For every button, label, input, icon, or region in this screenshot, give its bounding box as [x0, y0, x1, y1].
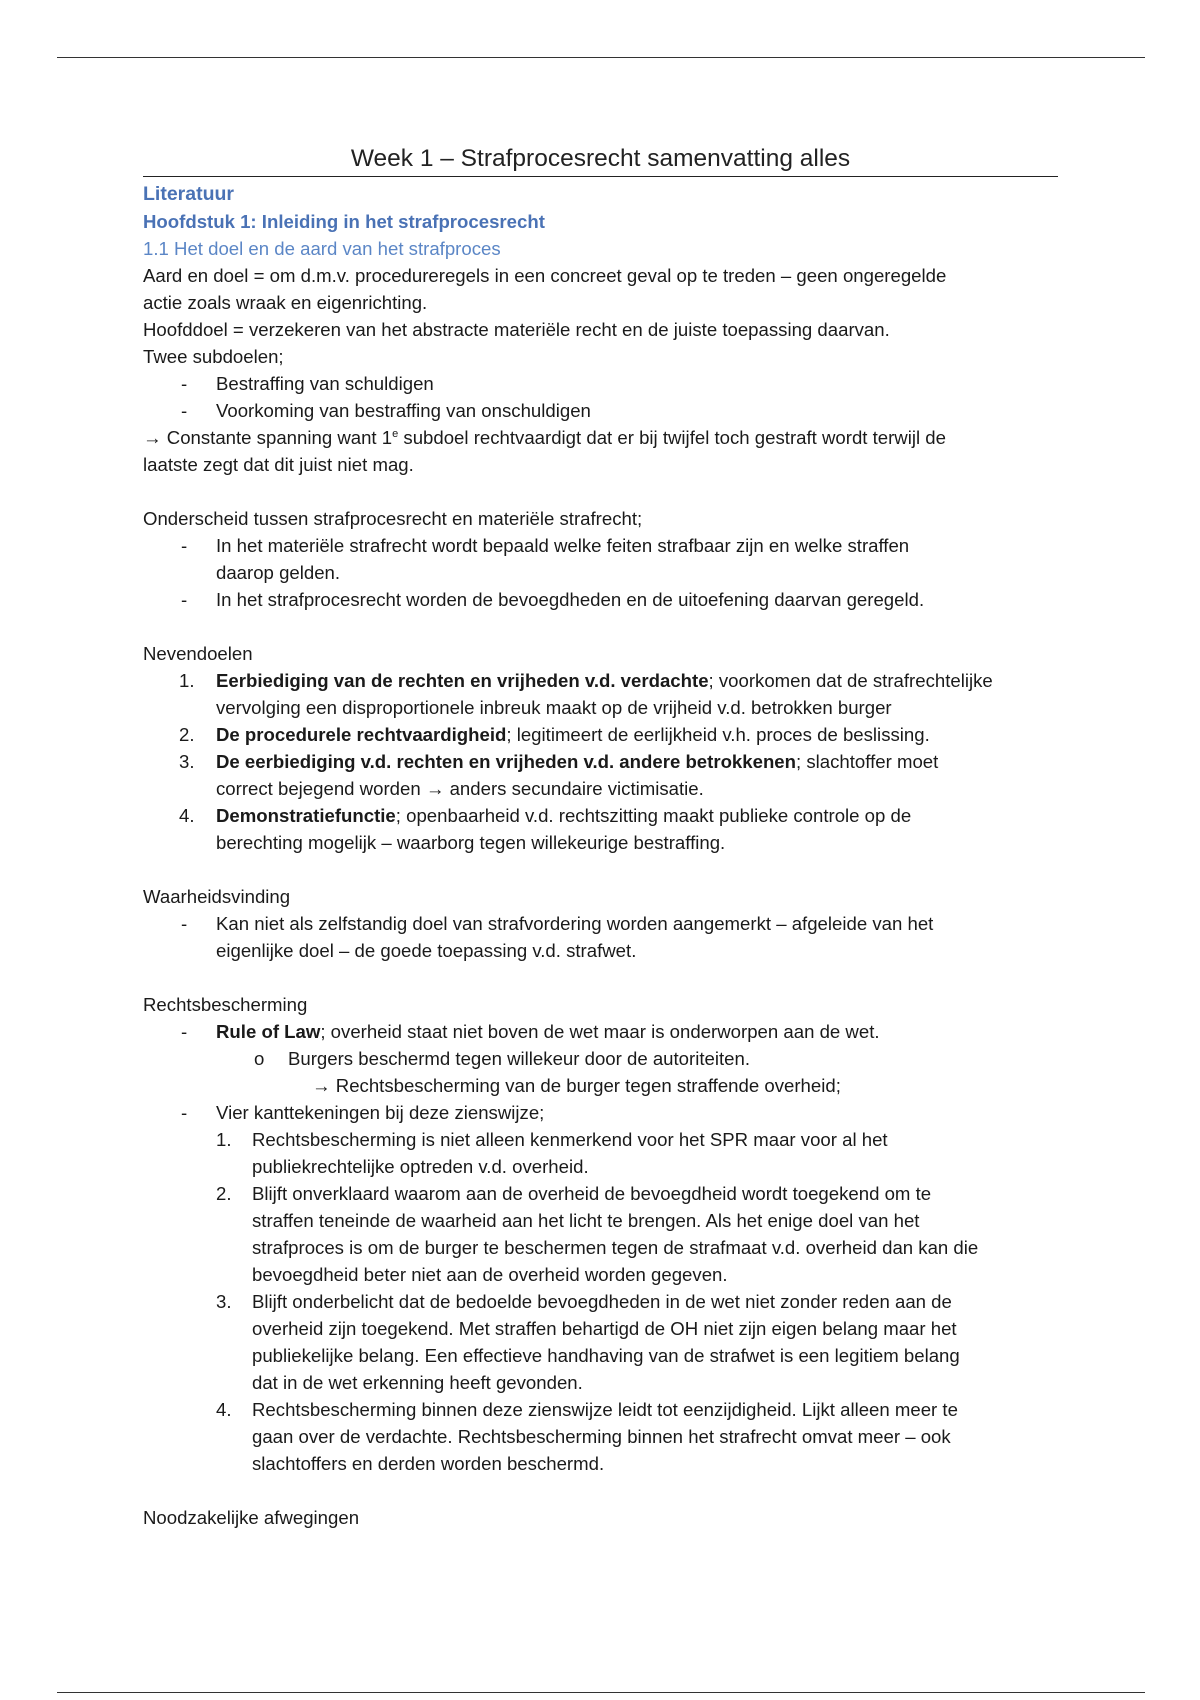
page-title: Week 1 – Strafprocesrecht samenvatting alles: [143, 143, 1058, 177]
numbered-item: [143, 802, 1058, 829]
superscript: e: [392, 428, 399, 440]
dash-bullet: -: [181, 400, 188, 421]
sub-list-item: [143, 1045, 1058, 1072]
item-number: 4.: [216, 1399, 232, 1420]
paragraph-line: laatste zegt dat dit juist niet mag.: [143, 454, 414, 475]
sub-list-item-continuation: → Rechtsbescherming van de burger tegen straffende overheid;: [312, 1075, 841, 1096]
numbered-item: [143, 667, 1058, 694]
numbered-item-continuation: publiekrechtelijke optreden v.d. overheid.: [252, 1156, 589, 1177]
circle-bullet: o: [254, 1048, 265, 1069]
dash-bullet: -: [181, 589, 188, 610]
heading-hoofdstuk: Hoofdstuk 1: Inleiding in het strafprocesrecht: [143, 211, 545, 232]
numbered-item-text: De procedurele rechtvaardigheid; legitimeert de eerlijkheid v.h. proces de beslissing.: [216, 724, 930, 745]
section-label: Waarheidsvinding: [143, 886, 291, 907]
list-item: [143, 1099, 1058, 1126]
dash-bullet: -: [181, 373, 188, 394]
dash-bullet: -: [181, 1102, 188, 1123]
paragraph-text: subdoel rechtvaardigt dat er bij twijfel toch gestraft wordt terwijl de: [398, 427, 946, 448]
arrow-text: → Constante spanning want 1: [143, 427, 393, 448]
numbered-item: [143, 1288, 1058, 1315]
numbered-item-continuation: correct bejegend worden → anders secundaire victimisatie.: [216, 778, 704, 799]
numbered-item-text: Rechtsbescherming binnen deze zienswijze leidt tot eenzijdigheid. Lijkt alleen meer te: [252, 1399, 958, 1420]
item-number: 3.: [179, 751, 195, 772]
list-item-text: Kan niet als zelfstandig doel van strafvordering worden aangemerkt – afgeleide van het: [216, 913, 934, 934]
numbered-item-continuation: dat in de wet erkenning heeft gevonden.: [252, 1372, 583, 1393]
item-number: 1.: [179, 670, 195, 691]
list-item-continuation: eigenlijke doel – de goede toepassing v.d. strafwet.: [216, 940, 637, 961]
numbered-item-continuation: overheid zijn toegekend. Met straffen behartigd de OH niet zijn eigen belang maar het: [252, 1318, 957, 1339]
numbered-item-continuation: publiekelijke belang. Een effectieve handhaving van de strafwet is een legitiem belang: [252, 1345, 960, 1366]
item-number: 2.: [216, 1183, 232, 1204]
dash-bullet: -: [181, 535, 188, 556]
section-label: Nevendoelen: [143, 643, 253, 664]
item-number: 4.: [179, 805, 195, 826]
item-number: 2.: [179, 724, 195, 745]
dash-bullet: -: [181, 1021, 188, 1042]
paragraph-line: [143, 424, 1058, 451]
numbered-item-text: Demonstratiefunctie; openbaarheid v.d. rechtszitting maakt publieke controle op de: [216, 805, 912, 826]
numbered-item-continuation: vervolging een disproportionele inbreuk maakt op de vrijheid v.d. betrokken burger: [216, 697, 892, 718]
numbered-item-text: Blijft onderbelicht dat de bedoelde bevoegdheden in de wet niet zonder reden aan de: [252, 1291, 952, 1312]
list-item-text: Voorkoming van bestraffing van onschuldigen: [216, 400, 591, 421]
paragraph-line: actie zoals wraak en eigenrichting.: [143, 292, 428, 313]
document-body: [143, 143, 1058, 1531]
numbered-item-continuation: bevoegdheid beter niet aan de overheid worden gegeven.: [252, 1264, 728, 1285]
section-label: Noodzakelijke afwegingen: [143, 1507, 360, 1528]
page-bottom-rule: [57, 1692, 1145, 1693]
numbered-item-continuation: berechting mogelijk – waarborg tegen willekeurige bestraffing.: [216, 832, 726, 853]
numbered-item-continuation: straffen teneinde de waarheid aan het licht te brengen. Als het enige doel van het: [252, 1210, 920, 1231]
list-item-text: In het materiële strafrecht wordt bepaald welke feiten strafbaar zijn en welke straffen: [216, 535, 910, 556]
numbered-item-continuation: slachtoffers en derden worden beschermd.: [252, 1453, 605, 1474]
numbered-item-text: Eerbiediging van de rechten en vrijheden v.d. verdachte; voorkomen dat de strafrechtelijke: [216, 670, 993, 691]
list-item-continuation: daarop gelden.: [216, 562, 341, 583]
item-number: 3.: [216, 1291, 232, 1312]
list-item: [143, 370, 1058, 397]
numbered-item-continuation: gaan over de verdachte. Rechtsbescherming binnen het strafrecht omvat meer – ook: [252, 1426, 951, 1447]
section-label: Rechtsbescherming: [143, 994, 308, 1015]
list-item-text: Bestraffing van schuldigen: [216, 373, 434, 394]
numbered-item-text: Rechtsbescherming is niet alleen kenmerkend voor het SPR maar voor al het: [252, 1129, 888, 1150]
numbered-item: [143, 1180, 1058, 1207]
dash-bullet: -: [181, 913, 188, 934]
numbered-item: [143, 1396, 1058, 1423]
list-item-text: Rule of Law; overheid staat niet boven de wet maar is onderworpen aan de wet.: [216, 1021, 880, 1042]
sub-list-item-text: Burgers beschermd tegen willekeur door de autoriteiten.: [288, 1048, 751, 1069]
numbered-item: [143, 1126, 1058, 1153]
list-item: [143, 1018, 1058, 1045]
numbered-item: [143, 721, 1058, 748]
paragraph-line: Aard en doel = om d.m.v. procedureregels in een concreet geval op te treden – geen ongeregelde: [143, 265, 947, 286]
paragraph-line: Twee subdoelen;: [143, 346, 284, 367]
numbered-item-text: Blijft onverklaard waarom aan de overheid de bevoegdheid wordt toegekend om te: [252, 1183, 932, 1204]
list-item: [143, 586, 1058, 613]
page-top-rule: [57, 57, 1145, 58]
list-item: [143, 532, 1058, 559]
numbered-item-text: De eerbiediging v.d. rechten en vrijheden v.d. andere betrokkenen; slachtoffer moet: [216, 751, 939, 772]
item-number: 1.: [216, 1129, 232, 1150]
list-item-text: In het strafprocesrecht worden de bevoegdheden en de uitoefening daarvan geregeld.: [216, 589, 925, 610]
heading-literatuur: Literatuur: [143, 183, 235, 205]
numbered-item-continuation: strafproces is om de burger te beschermen tegen de strafmaat v.d. overheid dan kan die: [252, 1237, 979, 1258]
heading-section: 1.1 Het doel en de aard van het strafproces: [143, 238, 501, 259]
paragraph-line: Hoofddoel = verzekeren van het abstracte materiële recht en de juiste toepassing daarvan.: [143, 319, 890, 340]
list-item: [143, 397, 1058, 424]
paragraph-line: Onderscheid tussen strafprocesrecht en materiële strafrecht;: [143, 508, 643, 529]
list-item-text: Vier kanttekeningen bij deze zienswijze;: [216, 1102, 545, 1123]
list-item: [143, 910, 1058, 937]
numbered-item: [143, 748, 1058, 775]
